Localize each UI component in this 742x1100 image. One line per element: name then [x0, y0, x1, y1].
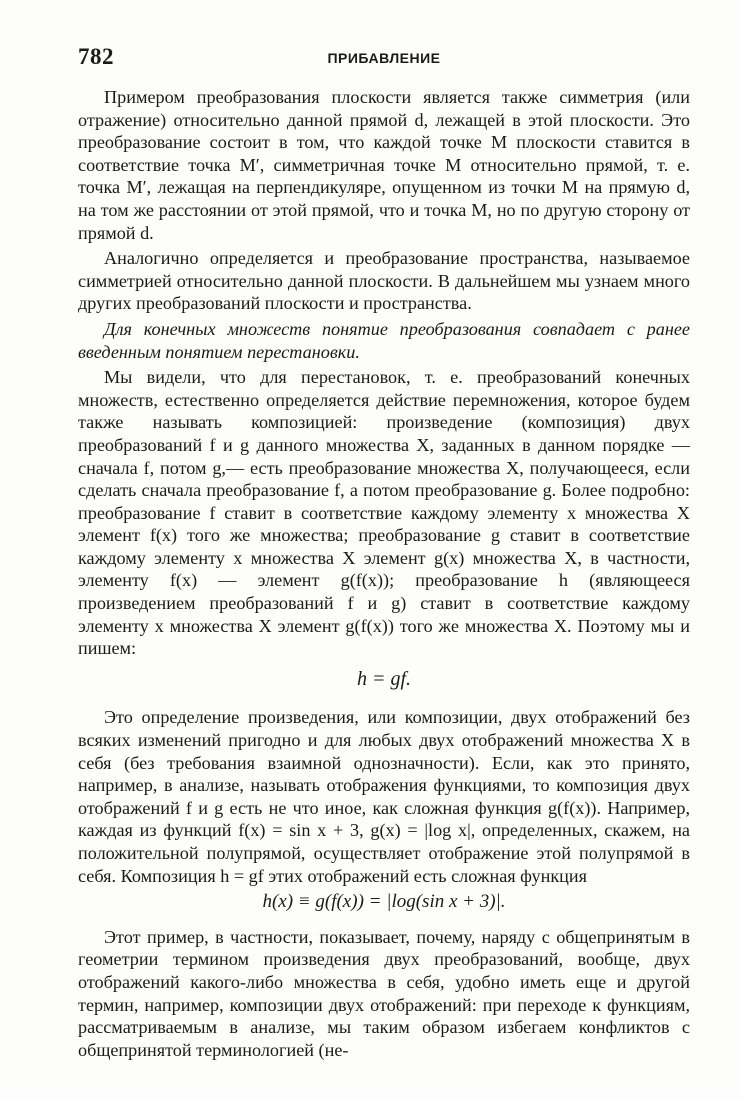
paragraph-mappings: Это определение произведения, или композиции, двух отображений без всяких изменений пригодно и для любых двух отображений множества X в себя (без требования взаимной однозначности). Если, как это принято, например, в анализе, называть отображения функциями, то композиция двух отображений f и g есть не что иное, как сложная функция g(f(x)). Например, каждая из функций f(x) = sin x + 3, g(x) = |log x|, определенных, скажем, на положительной полупрямой, осуществляет отображение этой полупрямой в себя. Композиция h = gf этих отображений есть сложная функция [78, 707, 690, 886]
body-text [78, 86, 690, 1061]
running-head: ПРИБАВЛЕНИЕ [327, 50, 441, 66]
page-number: 782 [78, 44, 114, 69]
paragraph-terminology: Этот пример, в частности, показывает, почему, наряду с общепринятым в геометрии термином произведения двух преобразований, вообще, двух отображений какого-либо множества в себя, удобно иметь еще и другой термин, например, композиции двух отображений: при переходе к функциям, рассматриваемым в анализе, мы таким образом избегаем конфликтов с общепринятой терминологией (не- [78, 926, 690, 1060]
paragraph-permutations: Мы видели, что для перестановок, т. е. преобразований конечных множеств, естественно определяется действие перемножения, которое будем также называть композицией: произведение (композиция) двух преобразований f и g данного множества X, заданных в данном порядке — сначала f, потом g,— есть преобразование множества X, получающееся, если сделать сначала преобразование f, а потом преобразование g. Более подробно: преобразование f ставит в соответствие каждому элементу x множества X элемент f(x) того же множества; преобразование g ставит в соответствие каждому элементу x множества X элемент g(x) множества X, в частности, элементу f(x) — элемент g(f(x)); преобразование h (являющееся произведением преобразований f и g) ставит в соответствие каждому элементу x множества X элемент g(f(x)) того же множества X. Поэтому мы и пишем: [78, 367, 690, 659]
formula-composite-function: h(x) ≡ g(f(x)) = |log(sin x + 3)|. [262, 891, 506, 913]
paragraph-finite-sets: Для конечных множеств понятие преобразования совпадает с ранее введенным понятием перестановки. [78, 318, 690, 362]
paragraph-symmetry: Примером преобразования плоскости является также симметрия (или отражение) относительно данной прямой d, лежащей в этой плоскости. Это преобразование состоит в том, что каждой точке M плоскости ставится в соответствие точка M′, симметричная точке M относительно прямой, т. е. точка M′, лежащая на перпендикуляре, опущенном из точки M на прямую d, на том же расстоянии от этой прямой, что и точка M, но по другую сторону от прямой d. [78, 87, 690, 243]
paragraph-space-symmetry: Аналогично определяется и преобразование пространства, называемое симметрией относительно данной плоскости. В дальнейшем мы узнаем много других преобразований плоскости и пространства. [78, 248, 690, 314]
page-header [78, 0, 690, 72]
formula-composition: h = gf. [356, 667, 412, 690]
